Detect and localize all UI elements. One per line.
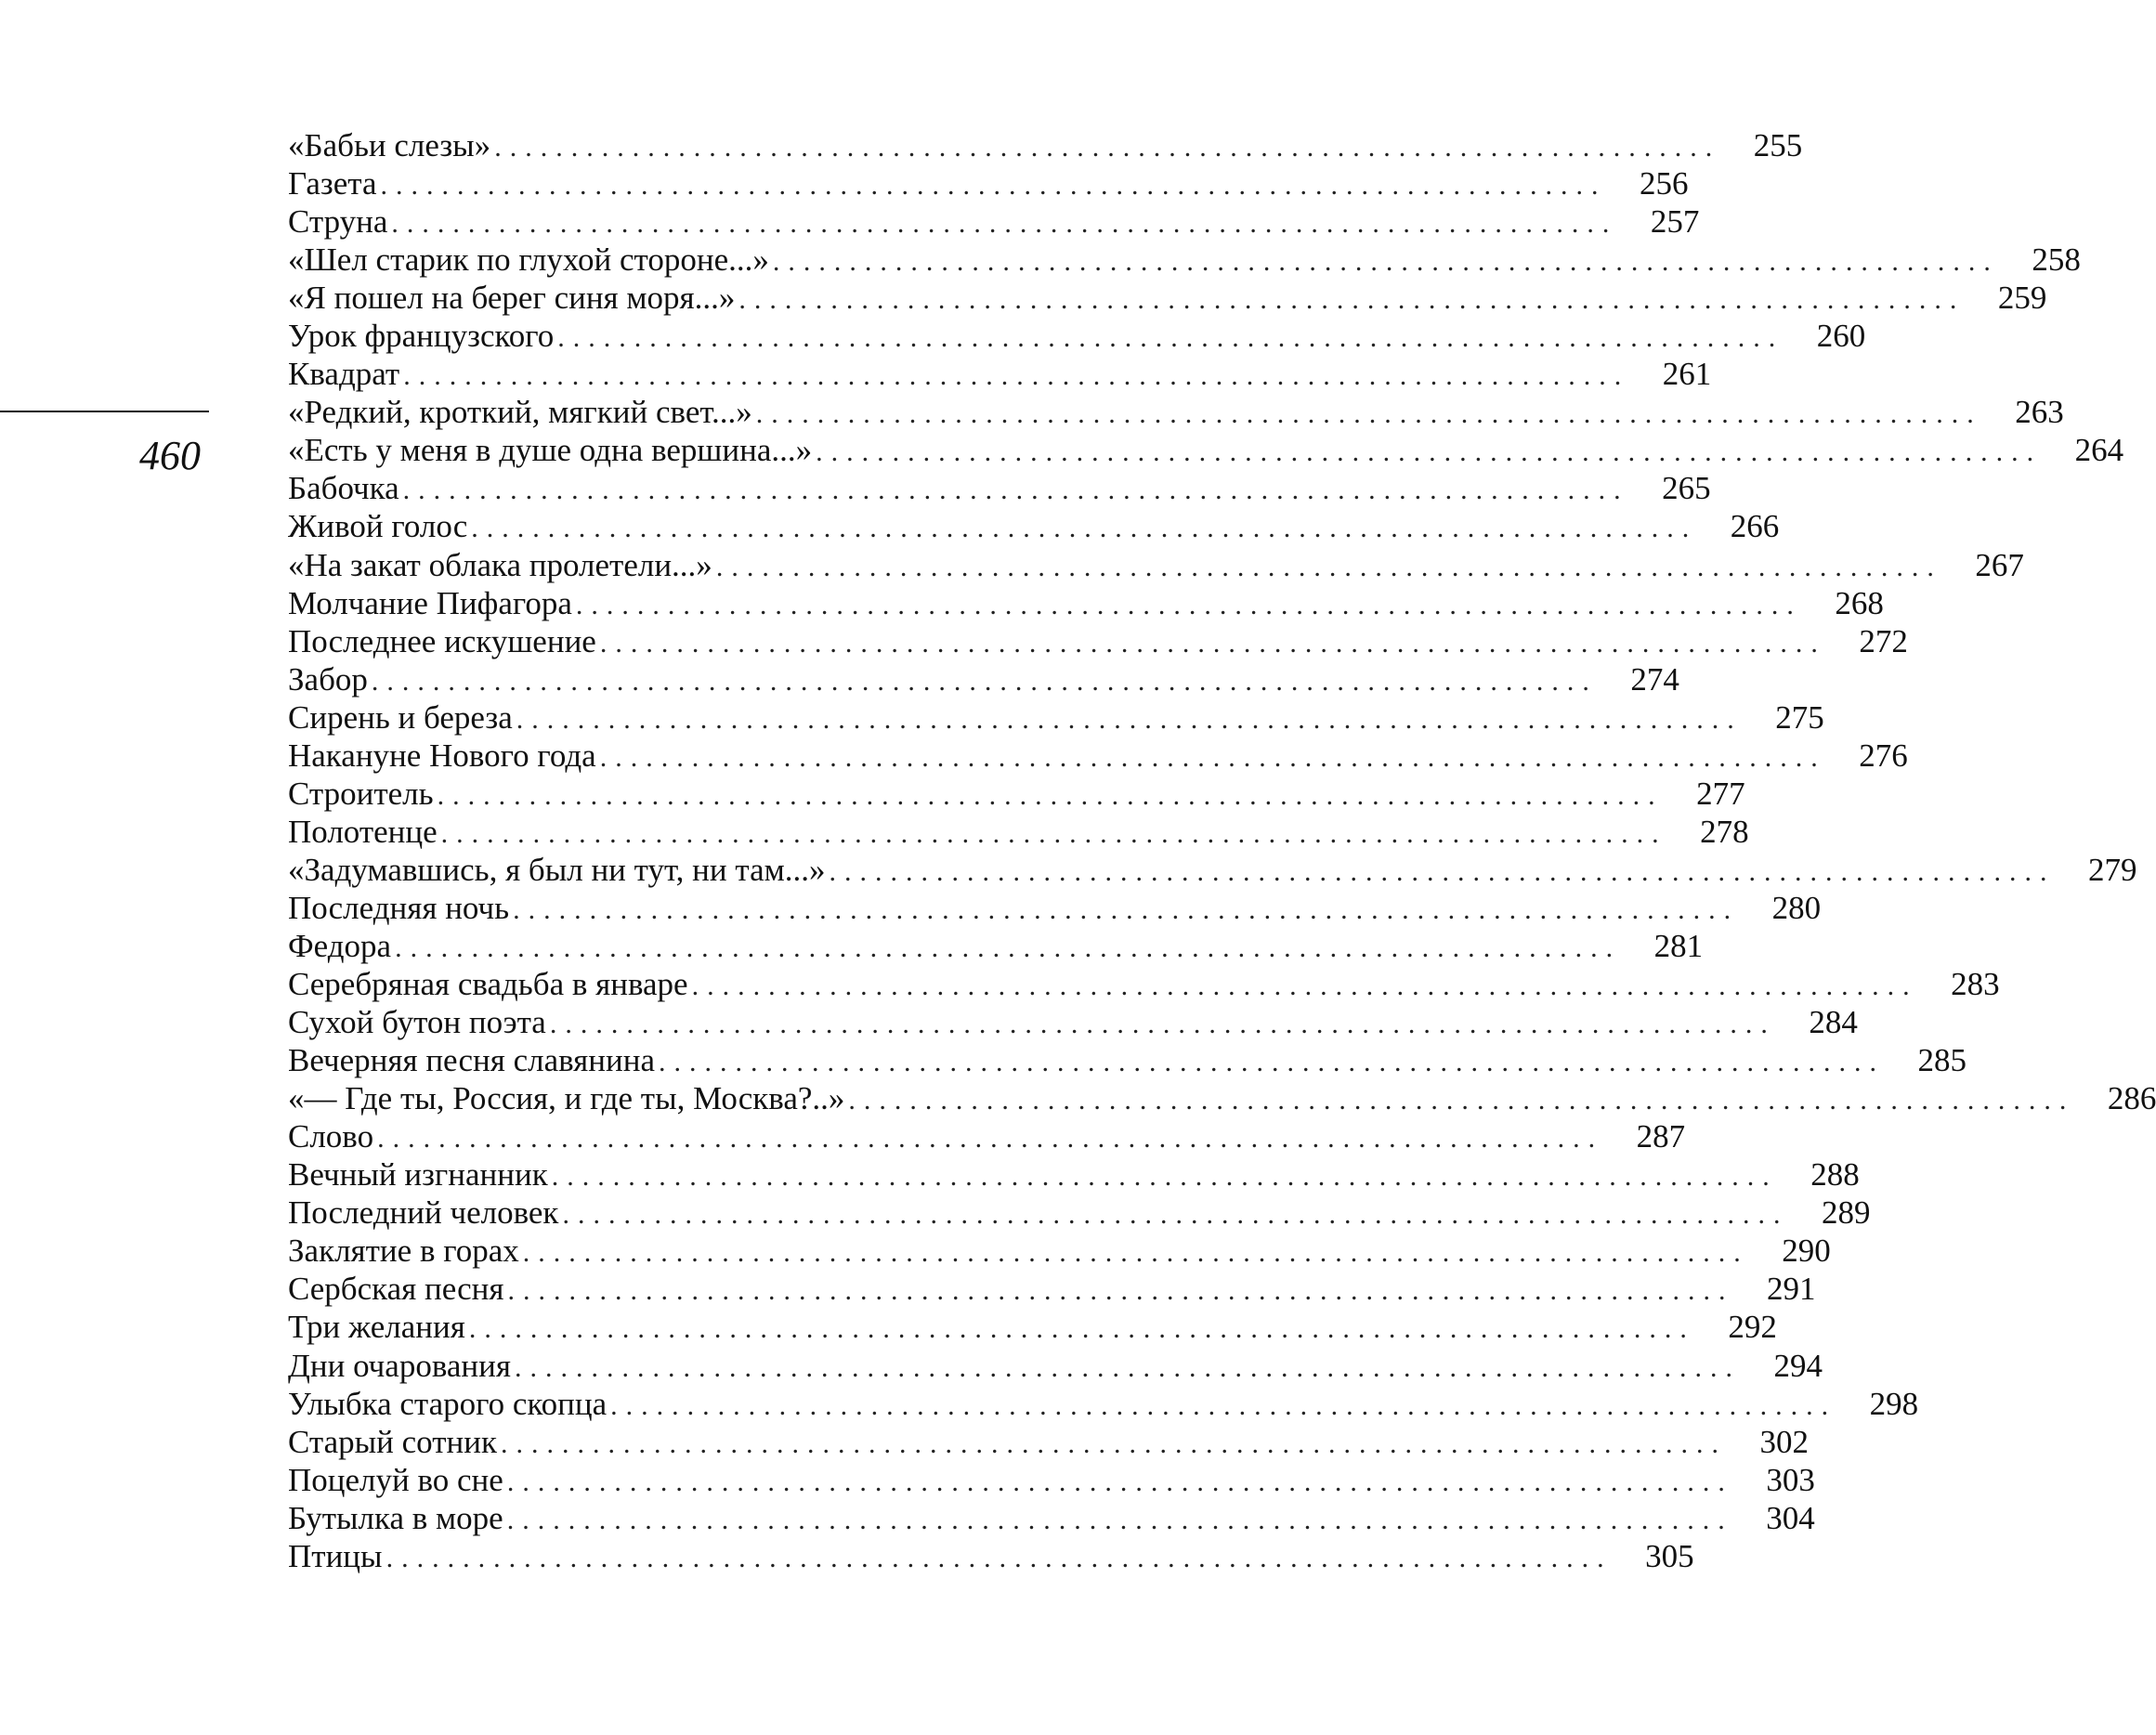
dot-leader: ................................................................................ bbox=[738, 284, 1966, 316]
toc-entry bbox=[288, 584, 1884, 622]
toc-entry bbox=[288, 1347, 1823, 1385]
toc-entry-title: Накануне Нового года bbox=[288, 737, 596, 774]
toc-entry-title: «— Где ты, Россия, и где ты, Москва?..» bbox=[288, 1080, 845, 1117]
toc-entry-title: «Я пошел на берег синя моря...» bbox=[288, 280, 736, 317]
toc-entry-page: 267 bbox=[1975, 546, 2024, 583]
toc-entry bbox=[288, 1232, 1831, 1270]
dot-leader: ................................................................................ bbox=[691, 971, 1918, 1002]
toc-entry bbox=[288, 1079, 2156, 1117]
toc-entry-title: Вечерняя песня славянина bbox=[288, 1042, 655, 1079]
toc-entry bbox=[288, 546, 2024, 584]
toc-entry-page: 305 bbox=[1645, 1537, 1694, 1574]
toc-entry-page: 278 bbox=[1700, 813, 1749, 850]
toc-entry-title: Три желания bbox=[288, 1309, 465, 1346]
dot-leader: ................................................................................ bbox=[506, 1504, 1733, 1535]
toc-entry bbox=[288, 1194, 1871, 1232]
toc-entry bbox=[288, 431, 2124, 469]
toc-entry bbox=[288, 698, 1824, 737]
dot-leader: ................................................................................ bbox=[848, 1085, 2075, 1116]
toc-entry bbox=[288, 1461, 1815, 1499]
dot-leader: ................................................................................ bbox=[772, 246, 1999, 278]
dot-leader: ................................................................................ bbox=[513, 894, 1740, 925]
toc-entry-page: 286 bbox=[2107, 1080, 2156, 1117]
dot-leader: ................................................................................ bbox=[659, 1047, 1885, 1078]
toc-entry-page: 276 bbox=[1859, 737, 1908, 774]
toc-entry-page: 275 bbox=[1775, 698, 1824, 736]
toc-entry-page: 281 bbox=[1653, 927, 1704, 964]
toc-entry-page: 266 bbox=[1730, 508, 1780, 545]
toc-entry-page: 294 bbox=[1773, 1347, 1823, 1384]
toc-entry-title: Молчание Пифагора bbox=[288, 584, 572, 621]
toc-entry bbox=[288, 1041, 1967, 1079]
toc-entry-title: Улыбка старого скопца bbox=[288, 1385, 608, 1422]
dot-leader: ................................................................................ bbox=[599, 741, 1826, 773]
dot-leader: ................................................................................ bbox=[395, 932, 1622, 963]
toc-entry-title: Бабочка bbox=[288, 470, 399, 507]
toc-entry-title: Газета bbox=[288, 165, 377, 202]
toc-entry-title: Последнее искушение bbox=[288, 622, 596, 659]
dot-leader: ................................................................................ bbox=[755, 398, 1982, 430]
toc-entry bbox=[288, 1270, 1816, 1308]
dot-leader: ................................................................................ bbox=[403, 360, 1630, 392]
toc-entry bbox=[288, 126, 1803, 164]
margin-rule bbox=[0, 411, 209, 412]
toc-entry-page: 279 bbox=[2088, 851, 2137, 888]
dot-leader: ................................................................................ bbox=[402, 475, 1629, 506]
toc-entry-title: Птицы bbox=[288, 1537, 383, 1574]
table-of-contents bbox=[288, 126, 2156, 1575]
toc-entry-title: Забор bbox=[288, 660, 368, 698]
toc-entry-page: 272 bbox=[1859, 622, 1908, 659]
toc-entry-title: Федора bbox=[288, 927, 392, 964]
toc-entry-page: 291 bbox=[1767, 1271, 1816, 1308]
toc-entry-page: 292 bbox=[1728, 1309, 1777, 1346]
toc-entry-page: 285 bbox=[1917, 1042, 1967, 1079]
dot-leader: ................................................................................ bbox=[575, 589, 1802, 620]
toc-entry-page: 280 bbox=[1771, 889, 1822, 926]
toc-entry-page: 259 bbox=[1997, 280, 2047, 317]
toc-entry-title: Дни очарования bbox=[288, 1347, 511, 1384]
toc-entry bbox=[288, 1537, 1694, 1575]
dot-leader: ................................................................................ bbox=[471, 513, 1698, 544]
toc-entry-title: «Есть у меня в душе одна вершина...» bbox=[288, 432, 813, 469]
toc-entry-page: 263 bbox=[2015, 394, 2064, 431]
dot-leader: ................................................................................ bbox=[549, 1009, 1776, 1040]
toc-entry-title: Урок французского bbox=[288, 318, 555, 355]
toc-entry bbox=[288, 622, 1908, 660]
dot-leader: ................................................................................ bbox=[468, 1313, 1695, 1345]
toc-entry-title: Поцелуй во сне bbox=[288, 1461, 503, 1498]
toc-entry-title: Серебряная свадьба в январе bbox=[288, 966, 688, 1003]
toc-entry-title: Заклятие в горах bbox=[288, 1233, 519, 1270]
toc-entry-page: 265 bbox=[1662, 470, 1711, 507]
toc-entry-title: Последний человек bbox=[288, 1194, 559, 1232]
toc-entry bbox=[288, 1155, 1860, 1194]
toc-entry-title: Вечный изгнанник bbox=[288, 1156, 548, 1194]
toc-entry-page: 284 bbox=[1809, 1004, 1858, 1041]
dot-leader: ................................................................................ bbox=[385, 1542, 1613, 1573]
toc-entry-title: Старый сотник bbox=[288, 1423, 497, 1460]
toc-entry-title: Квадрат bbox=[288, 356, 400, 393]
toc-entry bbox=[288, 660, 1679, 698]
toc-entry-title: Сухой бутон поэта bbox=[288, 1004, 546, 1041]
toc-entry bbox=[288, 851, 2137, 889]
toc-entry bbox=[288, 1003, 1858, 1041]
toc-entry-title: Строитель bbox=[288, 775, 434, 812]
toc-entry bbox=[288, 469, 1711, 507]
toc-entry-page: 288 bbox=[1810, 1156, 1860, 1194]
dot-leader: ................................................................................ bbox=[715, 551, 1942, 582]
dot-leader: ................................................................................ bbox=[377, 1123, 1604, 1154]
dot-leader: ................................................................................ bbox=[494, 132, 1721, 163]
toc-entry bbox=[288, 507, 1780, 545]
dot-leader: ................................................................................ bbox=[500, 1428, 1727, 1459]
toc-entry-page: 287 bbox=[1636, 1118, 1686, 1155]
dot-leader: ................................................................................ bbox=[437, 779, 1664, 811]
toc-entry bbox=[288, 927, 1704, 965]
toc-entry-page: 274 bbox=[1630, 660, 1679, 698]
toc-entry-title: «Бабьи слезы» bbox=[288, 127, 491, 163]
dot-leader: ................................................................................ bbox=[516, 703, 1743, 735]
dot-leader: ................................................................................ bbox=[522, 1237, 1749, 1269]
dot-leader: ................................................................................ bbox=[816, 437, 2043, 468]
toc-entry bbox=[288, 1117, 1686, 1155]
toc-entry bbox=[288, 813, 1749, 851]
toc-entry-page: 255 bbox=[1753, 127, 1803, 163]
toc-entry bbox=[288, 241, 2081, 279]
toc-entry-title: Слово bbox=[288, 1118, 374, 1155]
toc-entry-page: 283 bbox=[1951, 966, 2000, 1003]
dot-leader: ................................................................................ bbox=[610, 1389, 1837, 1421]
toc-entry bbox=[288, 393, 2064, 431]
toc-entry bbox=[288, 737, 1908, 775]
page-number: 460 bbox=[139, 433, 201, 478]
toc-entry-title: Последняя ночь bbox=[288, 889, 510, 926]
dot-leader: ................................................................................ bbox=[506, 1466, 1733, 1497]
dot-leader: ................................................................................ bbox=[380, 170, 1607, 202]
toc-entry bbox=[288, 355, 1712, 393]
dot-leader: ................................................................................ bbox=[562, 1199, 1789, 1231]
toc-entry-title: «Задумавшись, я был ни тут, ни там...» bbox=[288, 851, 826, 888]
toc-entry-page: 277 bbox=[1696, 775, 1745, 812]
toc-entry bbox=[288, 1423, 1809, 1461]
toc-entry-title: «Редкий, кроткий, мягкий свет...» bbox=[288, 394, 752, 431]
dot-leader: ................................................................................ bbox=[599, 627, 1826, 659]
toc-entry-page: 258 bbox=[2032, 241, 2081, 279]
toc-entry-page: 268 bbox=[1835, 584, 1884, 621]
dot-leader: ................................................................................ bbox=[557, 322, 1784, 354]
toc-entry-page: 256 bbox=[1640, 165, 1689, 202]
dot-leader: ................................................................................ bbox=[440, 817, 1667, 849]
dot-leader: ................................................................................ bbox=[514, 1351, 1741, 1383]
toc-entry bbox=[288, 775, 1745, 813]
toc-entry bbox=[288, 164, 1689, 202]
toc-entry bbox=[288, 202, 1700, 241]
toc-entry-page: 257 bbox=[1650, 203, 1700, 241]
toc-entry-title: «Шел старик по глухой стороне...» bbox=[288, 241, 769, 279]
toc-entry-title: Сербская песня bbox=[288, 1271, 504, 1308]
toc-entry-title: Полотенце bbox=[288, 813, 438, 850]
toc-entry-page: 290 bbox=[1782, 1233, 1831, 1270]
toc-entry bbox=[288, 317, 1866, 355]
dot-leader: ................................................................................ bbox=[551, 1161, 1778, 1193]
toc-entry-title: Бутылка в море bbox=[288, 1499, 503, 1536]
dot-leader: ................................................................................ bbox=[391, 208, 1618, 240]
toc-entry-title: Струна bbox=[288, 203, 388, 241]
dot-leader: ................................................................................ bbox=[507, 1275, 1734, 1307]
toc-entry-page: 298 bbox=[1869, 1385, 1919, 1422]
toc-entry bbox=[288, 1308, 1777, 1346]
toc-entry bbox=[288, 889, 1822, 927]
toc-entry-page: 302 bbox=[1759, 1423, 1809, 1460]
toc-entry-page: 304 bbox=[1766, 1499, 1815, 1536]
toc-entry-page: 260 bbox=[1816, 318, 1866, 355]
toc-entry-page: 264 bbox=[2074, 432, 2124, 469]
toc-entry bbox=[288, 1385, 1919, 1423]
toc-entry-title: Живой голос bbox=[288, 508, 468, 545]
dot-leader: ................................................................................ bbox=[371, 665, 1598, 697]
toc-entry-title: «На закат облака пролетели...» bbox=[288, 546, 712, 583]
toc-entry-title: Сирень и береза bbox=[288, 698, 513, 736]
toc-entry-page: 289 bbox=[1821, 1194, 1871, 1232]
toc-entry bbox=[288, 1499, 1815, 1537]
dot-leader: ................................................................................ bbox=[829, 855, 2056, 887]
toc-entry-page: 261 bbox=[1662, 356, 1712, 393]
toc-entry bbox=[288, 965, 2000, 1003]
toc-entry-page: 303 bbox=[1766, 1461, 1815, 1498]
toc-entry bbox=[288, 279, 2047, 317]
